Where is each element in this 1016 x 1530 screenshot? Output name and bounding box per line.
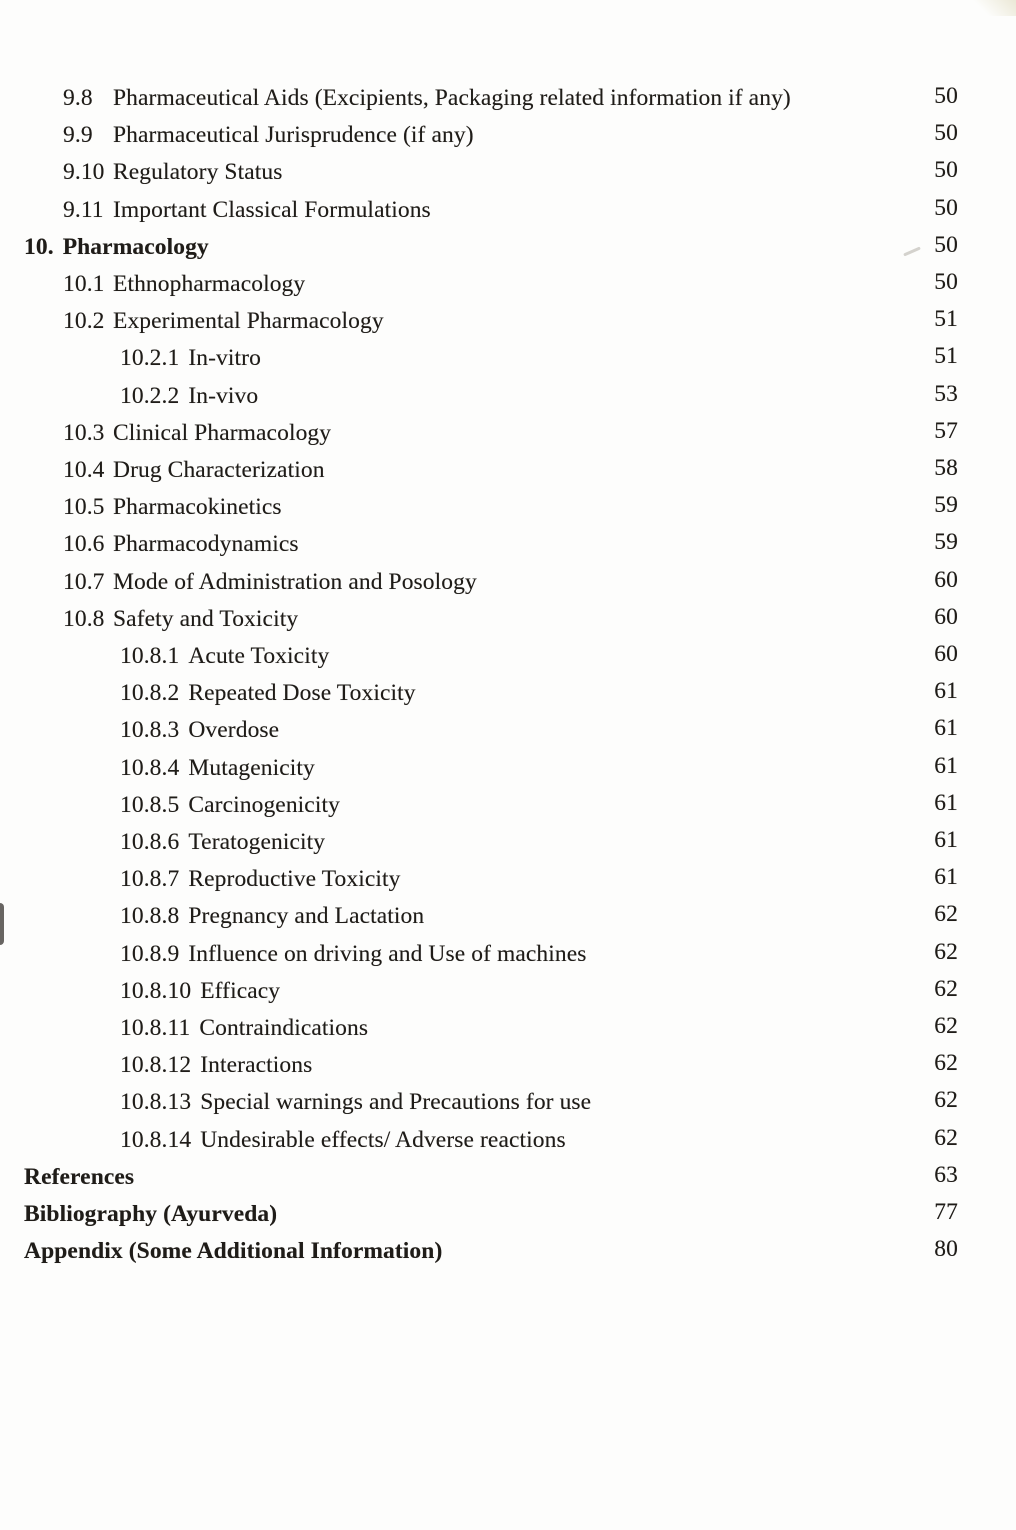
toc-entry-number: 10.8.7 bbox=[120, 866, 180, 893]
scan-smudge-artifact bbox=[970, 0, 1016, 16]
toc-entry bbox=[0, 861, 958, 898]
toc-entry-number: 10.8 bbox=[63, 605, 105, 632]
toc-entry-number: 10.5 bbox=[63, 494, 105, 521]
toc-entry-page-number: 62 bbox=[934, 1013, 958, 1040]
toc-entry-page-number: 63 bbox=[934, 1161, 958, 1188]
toc-entry-title: Pharmacodynamics bbox=[113, 531, 299, 558]
toc-entry-number: 10. bbox=[24, 233, 54, 260]
toc-entry-page-number: 62 bbox=[934, 975, 958, 1002]
toc-entry-title: In-vitro bbox=[188, 345, 261, 372]
toc-entry-page-number: 59 bbox=[934, 492, 958, 519]
toc-entry-page-number: 50 bbox=[934, 231, 958, 258]
toc-entry-title: Pharmaceutical Jurisprudence (if any) bbox=[113, 122, 474, 149]
toc-entry-number: 10.8.6 bbox=[120, 829, 180, 856]
toc-entry bbox=[0, 1122, 958, 1159]
toc-entry-title: Pharmaceutical Aids (Excipients, Packaging related information if any) bbox=[113, 85, 791, 111]
toc-entry-number: 9.11 bbox=[63, 196, 104, 223]
toc-entry bbox=[0, 1010, 958, 1047]
toc-entry-page-number: 61 bbox=[934, 715, 958, 742]
toc-entry-page-number: 62 bbox=[934, 1087, 958, 1114]
toc-entry bbox=[0, 266, 958, 303]
toc-entry bbox=[0, 117, 958, 154]
toc-entry-title: References bbox=[24, 1163, 135, 1190]
toc-entry-page-number: 53 bbox=[934, 380, 958, 407]
scan-edge-mark-artifact bbox=[0, 903, 4, 945]
toc-entry bbox=[0, 824, 958, 861]
toc-entry-title: Pharmacology bbox=[62, 233, 209, 260]
toc-entry-page-number: 50 bbox=[934, 120, 958, 147]
toc-entry-title: Overdose bbox=[188, 717, 280, 744]
toc-entry bbox=[0, 750, 958, 787]
toc-entry-number: 10.1 bbox=[63, 271, 105, 298]
toc-entry-title: Carcinogenicity bbox=[188, 791, 340, 818]
toc-entry-number: 10.3 bbox=[63, 419, 105, 446]
toc-entry-number: 10.2.1 bbox=[120, 345, 180, 372]
toc-entry-page-number: 50 bbox=[934, 194, 958, 221]
toc-entry-title: Interactions bbox=[200, 1052, 313, 1079]
toc-entry bbox=[0, 1047, 958, 1084]
toc-entry-number: 10.8.13 bbox=[120, 1089, 192, 1116]
toc-entry-number: 10.8.10 bbox=[120, 977, 192, 1004]
toc-entry bbox=[0, 601, 958, 638]
toc-entry-page-number: 60 bbox=[934, 603, 958, 630]
toc-entry bbox=[0, 229, 958, 266]
toc-entry-number: 10.2 bbox=[63, 308, 105, 335]
toc-entry-number: 10.8.2 bbox=[120, 680, 180, 707]
toc-entry bbox=[0, 564, 958, 601]
toc-entry-title: Repeated Dose Toxicity bbox=[188, 680, 416, 707]
toc-entry-page-number: 61 bbox=[934, 864, 958, 891]
toc-entry-number: 9.8 bbox=[63, 85, 93, 111]
toc-entry-title: Mode of Administration and Posology bbox=[113, 568, 477, 595]
toc-entry-number: 10.8.5 bbox=[120, 791, 180, 818]
toc-entry-title: Mutagenicity bbox=[188, 754, 315, 781]
toc-entry-page-number: 59 bbox=[934, 529, 958, 556]
toc-entry-title: Appendix (Some Additional Information) bbox=[24, 1238, 443, 1265]
toc-entry-number: 10.4 bbox=[63, 457, 105, 484]
toc-entry-page-number: 57 bbox=[934, 417, 958, 444]
toc-entry-number: 9.10 bbox=[63, 159, 105, 186]
toc-entry bbox=[0, 973, 958, 1010]
toc-entry-title: Pregnancy and Lactation bbox=[188, 903, 425, 930]
toc-entry-number: 9.9 bbox=[63, 122, 93, 149]
toc-entry-title: Influence on driving and Use of machines bbox=[188, 940, 587, 967]
toc-entry-number: 10.8.12 bbox=[120, 1052, 192, 1079]
toc-entry-page-number: 61 bbox=[934, 827, 958, 854]
toc-entry-title: Special warnings and Precautions for use bbox=[200, 1089, 592, 1116]
toc-entry bbox=[0, 489, 958, 526]
toc-entry-page-number: 61 bbox=[934, 789, 958, 816]
toc-entry-page-number: 60 bbox=[934, 641, 958, 668]
toc-entry-page-number: 50 bbox=[934, 157, 958, 184]
toc-entry-title: Ethnopharmacology bbox=[113, 271, 306, 298]
toc-entry-page-number: 51 bbox=[934, 306, 958, 333]
toc-entry-page-number: 62 bbox=[934, 938, 958, 965]
toc-entry-title: Undesirable effects/ Adverse reactions bbox=[200, 1126, 566, 1153]
toc-entry-page-number: 50 bbox=[934, 83, 958, 109]
toc-entry bbox=[0, 452, 958, 489]
toc-entry-page-number: 80 bbox=[934, 1236, 958, 1263]
toc-entry-title: Bibliography (Ayurveda) bbox=[24, 1201, 278, 1228]
toc-entry bbox=[0, 415, 958, 452]
toc-entry bbox=[0, 526, 958, 563]
toc-entry-number: 10.8.8 bbox=[120, 903, 180, 930]
toc-entry bbox=[0, 80, 958, 117]
toc-entry-title: Drug Characterization bbox=[113, 457, 325, 484]
toc-entry-title: Pharmacokinetics bbox=[113, 494, 282, 521]
toc-entry-page-number: 50 bbox=[934, 269, 958, 296]
toc-entry-page-number: 51 bbox=[934, 343, 958, 370]
toc-entry bbox=[0, 154, 958, 191]
toc-entry-title: Efficacy bbox=[200, 977, 281, 1004]
toc-entry bbox=[0, 1196, 958, 1233]
toc-entry-title: Reproductive Toxicity bbox=[188, 866, 401, 893]
toc-entry-title: Experimental Pharmacology bbox=[113, 308, 384, 335]
toc-entry bbox=[0, 898, 958, 935]
toc-entry-page-number: 58 bbox=[934, 455, 958, 482]
toc-entry bbox=[0, 303, 958, 340]
toc-entry bbox=[0, 340, 958, 377]
toc-entry bbox=[0, 1084, 958, 1121]
toc-entry-number: 10.2.2 bbox=[120, 382, 180, 409]
toc-entry-page-number: 61 bbox=[934, 678, 958, 705]
toc-entry bbox=[0, 787, 958, 824]
toc-entry-title: Contraindications bbox=[199, 1015, 369, 1042]
toc-entry-page-number: 61 bbox=[934, 752, 958, 779]
toc-entry-number: 10.8.11 bbox=[120, 1015, 191, 1042]
toc-entry-page-number: 62 bbox=[934, 901, 958, 928]
toc-entry-number: 10.6 bbox=[63, 531, 105, 558]
toc-entry-title: Clinical Pharmacology bbox=[113, 419, 332, 446]
toc-entry bbox=[0, 192, 958, 229]
toc-entry-title: Safety and Toxicity bbox=[113, 605, 299, 632]
toc-entry-title: Important Classical Formulations bbox=[113, 196, 431, 223]
toc-entry-page-number: 62 bbox=[934, 1124, 958, 1151]
toc-entry-number: 10.8.4 bbox=[120, 754, 180, 781]
toc-entry-title: In-vivo bbox=[188, 382, 259, 409]
toc-entry-number: 10.8.1 bbox=[120, 643, 180, 670]
toc-entry-page-number: 62 bbox=[934, 1050, 958, 1077]
toc-entry bbox=[0, 1233, 958, 1270]
toc-entry bbox=[0, 638, 958, 675]
toc-entry-title: Acute Toxicity bbox=[188, 643, 330, 670]
toc-entry-number: 10.8.9 bbox=[120, 940, 180, 967]
toc-entry-title: Teratogenicity bbox=[188, 829, 326, 856]
toc-entry-page-number: 77 bbox=[934, 1199, 958, 1226]
toc-entry bbox=[0, 1159, 958, 1196]
toc-entry-page-number: 60 bbox=[934, 566, 958, 593]
toc-entry-number: 10.8.3 bbox=[120, 717, 180, 744]
toc-entry-number: 10.7 bbox=[63, 568, 105, 595]
toc-entry bbox=[0, 712, 958, 749]
toc-entry bbox=[0, 936, 958, 973]
toc-entry-title: Regulatory Status bbox=[113, 159, 283, 186]
toc-entry bbox=[0, 378, 958, 415]
toc-entry-number: 10.8.14 bbox=[120, 1126, 192, 1153]
toc-entry bbox=[0, 675, 958, 712]
